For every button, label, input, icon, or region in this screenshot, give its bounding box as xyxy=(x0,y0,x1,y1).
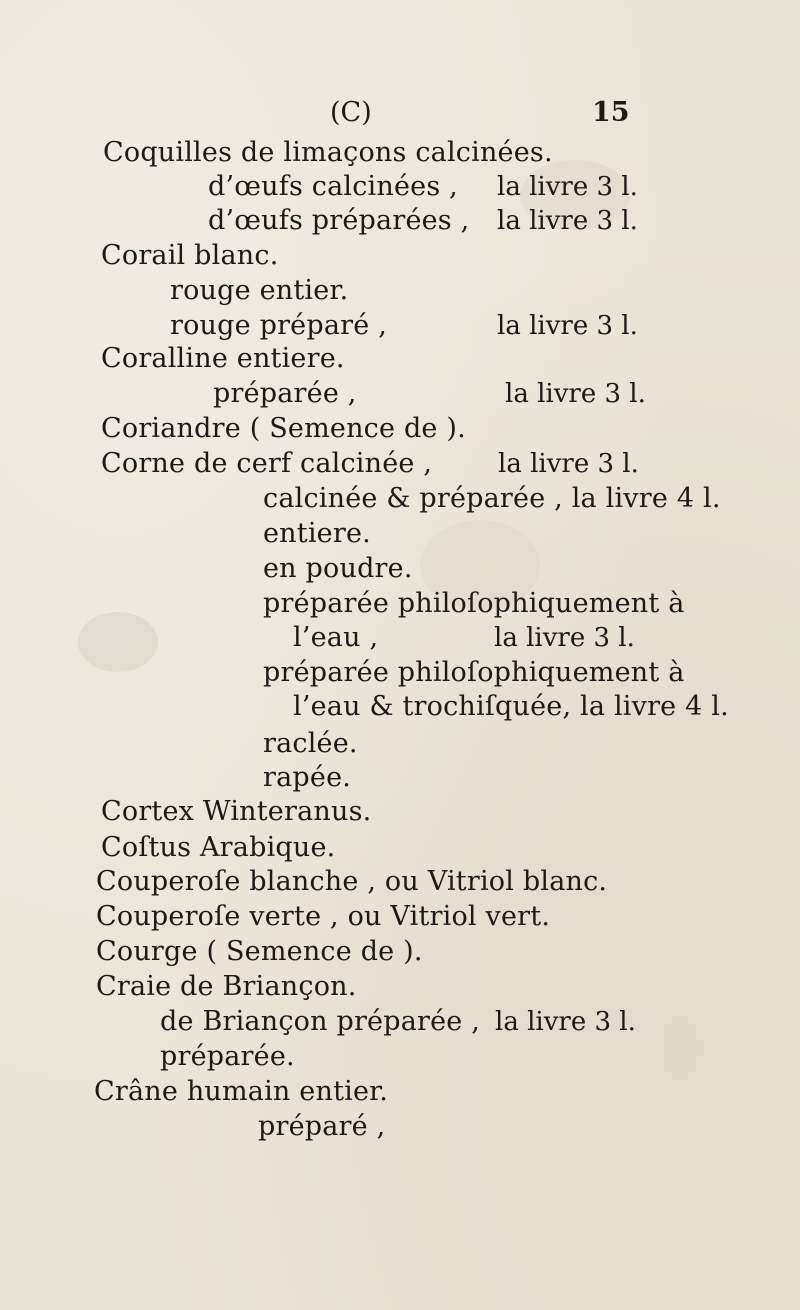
entry-line: entiere. xyxy=(263,518,371,549)
entry-line: l’eau , xyxy=(293,622,379,653)
entry-price: la livre 3 l. xyxy=(494,623,635,653)
entry-line: de Briançon préparée , xyxy=(160,1006,481,1037)
section-letter: (C) xyxy=(330,97,372,128)
entry-line: Cortex Winteranus. xyxy=(101,796,372,827)
entry-line: préparée philoſophiquement à xyxy=(263,588,685,619)
entry-line: calcinée & préparée , la livre 4 l. xyxy=(263,483,721,514)
entry-line: rapée. xyxy=(263,762,352,793)
entry-line: Couperoſe verte , ou Vitriol vert. xyxy=(96,901,551,932)
entry-line: préparée , xyxy=(213,378,357,409)
entry-price: la livre 3 l. xyxy=(497,172,638,202)
entry-line: rouge préparé , xyxy=(170,310,387,341)
entry-line: en poudre. xyxy=(263,553,413,584)
entry-line: d’œufs préparées , xyxy=(208,205,470,236)
entry-line: Corail blanc. xyxy=(101,240,279,271)
entry-line: préparée. xyxy=(160,1041,295,1072)
entry-price: la livre 3 l. xyxy=(495,1007,636,1037)
entry-price: la livre 3 l. xyxy=(497,206,638,236)
entry-line: Coſtus Arabique. xyxy=(101,832,336,863)
entry-line: Coralline entiere. xyxy=(101,343,345,374)
entry-line: préparé , xyxy=(258,1111,386,1142)
entry-price: la livre 3 l. xyxy=(497,311,638,341)
entry-line: rouge entier. xyxy=(170,275,349,306)
paper-stain xyxy=(78,612,158,672)
entry-line: Courge ( Semence de ). xyxy=(96,936,423,967)
entry-line: Couperoſe blanche , ou Vitriol blanc. xyxy=(96,866,608,897)
entry-line: Corne de cerf calcinée , xyxy=(101,448,433,479)
entry-line: Coriandre ( Semence de ). xyxy=(101,413,466,444)
entry-line: Craie de Briançon. xyxy=(96,971,357,1002)
entry-line: Crâne humain entier. xyxy=(94,1076,389,1107)
page-number: 15 xyxy=(592,97,630,128)
entry-price: la livre 3 l. xyxy=(505,379,646,409)
entry-line: l’eau & trochiſquée, la livre 4 l. xyxy=(293,691,729,722)
entry-line: préparée philoſophiquement à xyxy=(263,657,685,688)
entry-line: d’œufs calcinées , xyxy=(208,171,458,202)
entry-line: Coquilles de limaçons calcinées. xyxy=(103,137,553,168)
entry-line: raclée. xyxy=(263,728,358,759)
entry-price: la livre 3 l. xyxy=(498,449,639,479)
